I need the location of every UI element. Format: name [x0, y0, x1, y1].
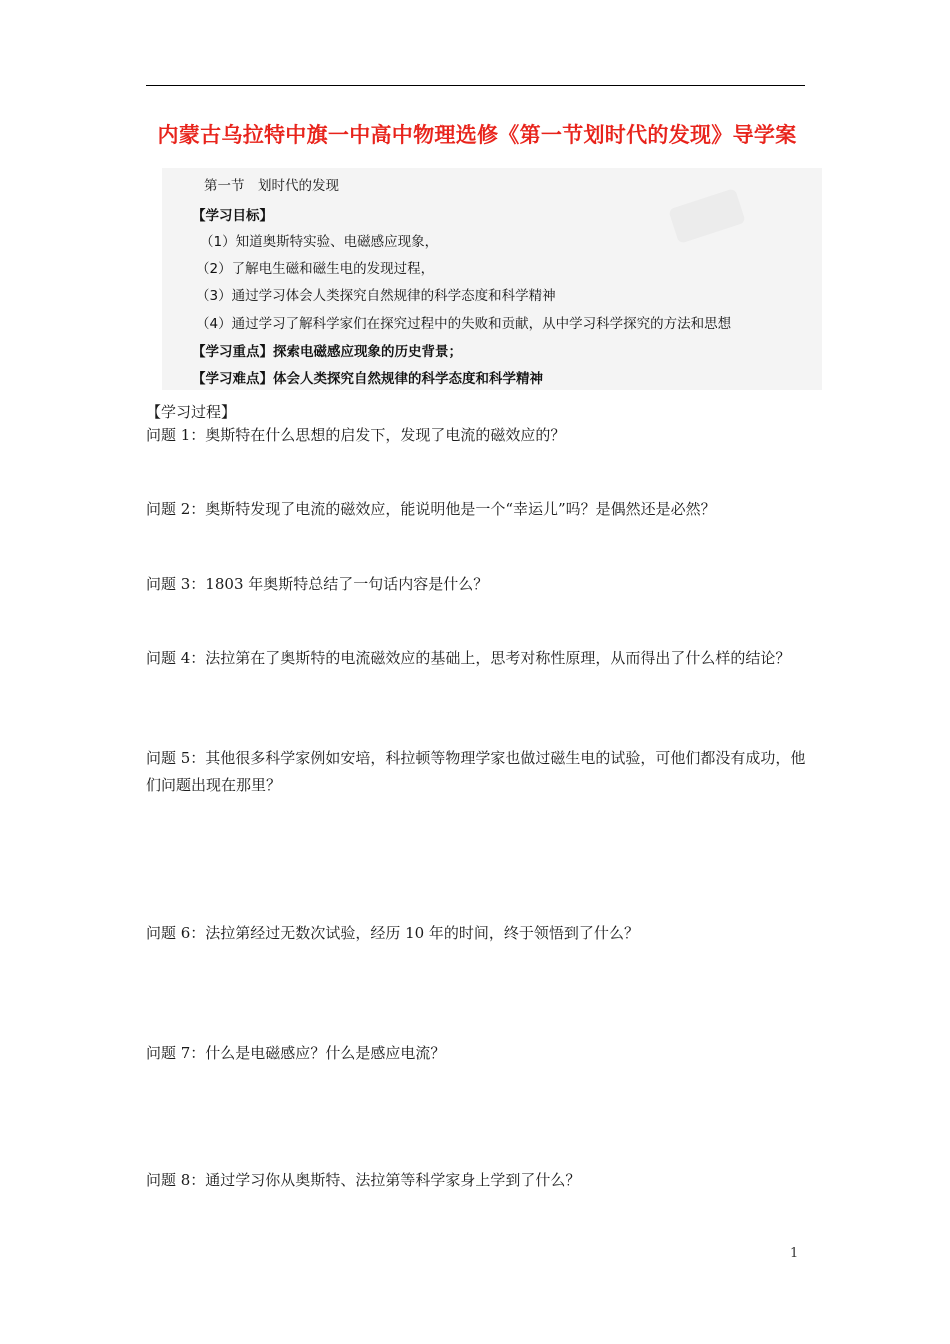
process-label: 【学习过程】: [146, 403, 237, 421]
header-rule: [146, 85, 805, 86]
question-6: 问题 6：法拉第经过无数次试验，经历 10 年的时间，终于领悟到了什么？: [146, 924, 639, 942]
question-2: 问题 2：奥斯特发现了电流的磁效应，能说明他是一个“幸运儿”吗？是偶然还是必然？: [146, 500, 716, 518]
focus-line: 【学习重点】探索电磁感应现象的历史背景；: [192, 344, 462, 360]
question-4: 问题 4：法拉第在了奥斯特的电流磁效应的基础上，思考对称性原理，从而得出了什么样的结论？: [146, 649, 791, 667]
document-title: 内蒙古乌拉特中旗一中高中物理选修《第一节划时代的发现》导学案: [157, 122, 797, 147]
question-5: 问题 5：其他很多科学家例如安培，科拉顿等物理学家也做过磁生电的试验，可他们都没有成功，他们问题出现在那里？: [146, 749, 806, 794]
question-3: 问题 3：1803 年奥斯特总结了一句话内容是什么？: [146, 575, 489, 593]
goals-label: 【学习目标】: [192, 208, 273, 224]
goal-item: （4）通过学习了解科学家们在探究过程中的失败和贡献，从中学习科学探究的方法和思想: [196, 316, 732, 332]
section-heading: 第一节 划时代的发现: [204, 178, 339, 194]
question-1: 问题 1：奥斯特在什么思想的启发下，发现了电流的磁效应的？: [146, 426, 566, 444]
watermark-logo: [668, 188, 746, 244]
page-number: 1: [790, 1246, 799, 1261]
question-7: 问题 7：什么是电磁感应？什么是感应电流？: [146, 1044, 446, 1062]
objectives-image-box: [162, 168, 822, 390]
goal-item: （1）知道奥斯特实验、电磁感应现象，: [200, 234, 439, 250]
goal-item: （2）了解电生磁和磁生电的发现过程，: [196, 261, 435, 277]
goal-item: （3）通过学习体会人类探究自然规律的科学态度和科学精神: [196, 288, 556, 304]
difficulty-line: 【学习难点】体会人类探究自然规律的科学态度和科学精神: [192, 371, 543, 387]
question-8: 问题 8：通过学习你从奥斯特、法拉第等科学家身上学到了什么？: [146, 1171, 581, 1189]
